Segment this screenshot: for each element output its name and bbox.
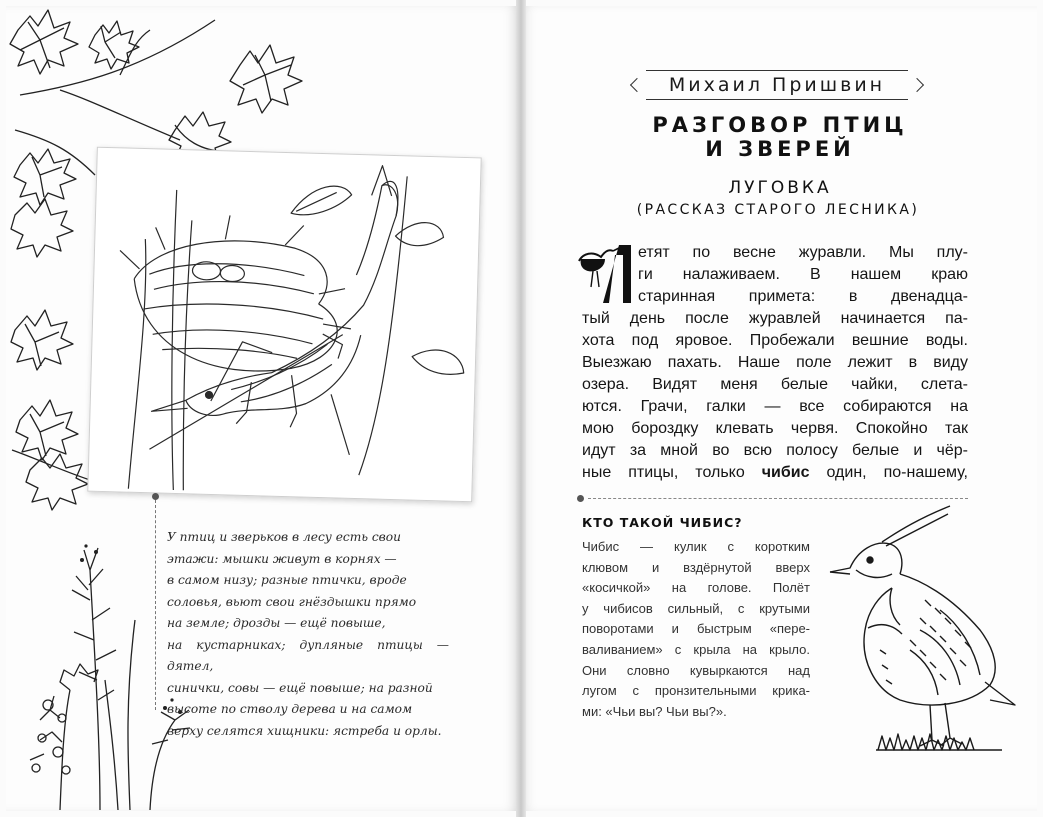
info-box-title: КТО ТАКОЙ ЧИБИС? [582,515,743,530]
caption-line: на земле; дрозды — ещё повыше, [167,616,386,630]
body-text-run: один, по-нашему, [809,464,968,481]
info-box-text [582,537,810,722]
body-line: тый день после журавлей начинается па- [582,310,968,327]
lapwing-bird-drawing [820,500,1020,760]
body-text-run: ные птицы, только [582,464,762,481]
caption-line: на кустарниках; дупляные птицы — дятел, [167,637,449,673]
info-line: лугом с пронзительными крика- [582,683,810,699]
info-box-divider [588,498,968,499]
story-title [640,113,920,161]
caption-line: У птиц и зверьков в лесу есть свои [167,530,401,544]
maple-leaf-icon [10,10,78,74]
info-line: поворотами и быстрым «пере- [582,621,810,637]
caption-line: синички, совы — ещё повыше; на разной [167,680,433,695]
chapter-subtitle: (РАССКАЗ СТАРОГО ЛЕСНИКА) [636,202,920,218]
info-line: у чибисов сильный, с крутыми [582,600,810,616]
bold-term-chibis: чибис [761,464,810,481]
body-line: мою бороздку клевать червя. Спокойно так [582,420,968,437]
body-line: ются. Грачи, галки — все собираются на [582,398,968,415]
caption-marker-dot [152,493,159,500]
story-body [582,242,968,484]
caption-line: соловья, вьют свои гнёздышки прямо [167,594,417,609]
body-line: етят по весне журавли. Мы плу- [638,244,968,261]
info-line: Чибис — кулик с коротким [582,539,810,554]
body-line: старинная примета: в двенадца- [638,288,968,305]
body-line: идут за мной во всю полосу белые и чёр- [582,442,968,459]
info-line: Они словно кувыркаются над [582,662,810,678]
info-line: клювом и вздёрнутой вверх [582,559,810,575]
info-line: валиванием» с крыла на крыло. [582,641,810,657]
nest-caption [167,527,449,742]
caption-line: высоте по стволу дерева и на самом [167,702,413,716]
banner-left-cap [630,78,644,92]
body-line-last [582,462,968,484]
info-line: «косичкой» на голове. Полёт [582,580,810,596]
caption-line: в самом низу; разные птички, вроде [167,573,407,587]
author-name: Михаил Пришвин [646,70,908,100]
body-line: озера. Видят меня белые чайки, слета- [582,376,968,393]
chapter-title: ЛУГОВКА [728,178,832,198]
info-box-marker-dot [577,495,584,502]
nest-illustration-card [87,147,481,503]
caption-line: этажи: мышки живут в корнях — [167,551,397,566]
story-title-line: РАЗГОВОР ПТИЦ [652,113,908,137]
body-line: Выезжаю пахать. Наше поле лежит в виду [582,354,968,371]
body-line: хота под яровое. Пробежали вешние воды. [582,332,968,349]
author-banner [632,70,922,104]
body-line: ги налаживаем. В нашем краю [638,266,968,283]
caption-line: верху селятся хищники: ястреба и орлы. [167,723,442,738]
nest-with-bird-drawing [88,148,480,502]
story-title-line: И ЗВЕРЕЙ [705,137,855,161]
banner-right-cap [910,78,924,92]
caption-divider-line [155,500,156,710]
info-line: ми: «Чьи вы? Чьи вы?». [582,703,727,719]
